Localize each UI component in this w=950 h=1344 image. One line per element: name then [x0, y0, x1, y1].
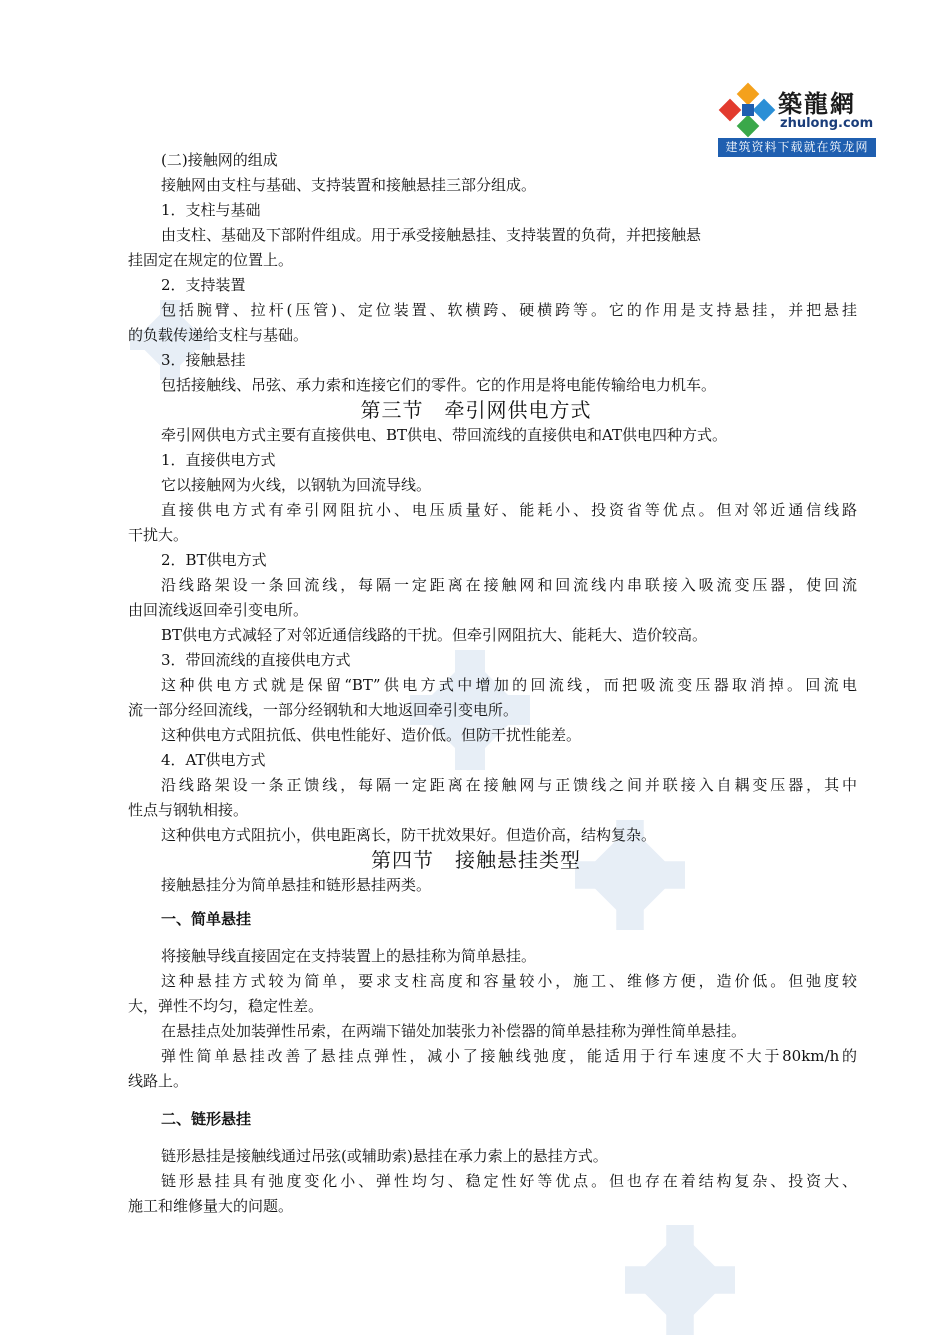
paragraph-line: 这种供电方式阻抗小，供电距离长，防干扰效果好。但造价高，结构复杂。 [161, 826, 657, 844]
paragraph-line: 这种悬挂方式较为简单，要求支柱高度和容量较小，施工、维修方便，造价低。但弛度较 [161, 972, 857, 990]
paragraph-line: 它以接触网为火线，以钢轨为回流导线。 [161, 476, 432, 494]
paragraph-line: 2．支持装置 [161, 276, 246, 294]
paragraph-line: 沿线路架设一条回流线，每隔一定距离在接触网和回流线内串联接入吸流变压器，使回流 [161, 576, 857, 594]
paragraph-line: 线路上。 [128, 1072, 189, 1090]
paragraph-line: 3．带回流线的直接供电方式 [161, 651, 351, 669]
zhulong-logo [718, 80, 876, 158]
paragraph-line: 将接触导线直接固定在支持装置上的悬挂称为简单悬挂。 [161, 947, 537, 965]
paragraph-line: 大，弹性不均匀，稳定性差。 [128, 997, 324, 1015]
watermark-snowflake-icon [625, 1225, 735, 1335]
logo-name-en: zhulong.com [780, 116, 874, 131]
logo-name-cn: 築龍網 [778, 90, 856, 118]
paragraph-line: 直接供电方式有牵引网阻抗小、电压质量好、能耗小、投资省等优点。但对邻近通信线路 [161, 501, 857, 519]
paragraph-line: 沿线路架设一条正馈线，每隔一定距离在接触网与正馈线之间并联接入自耦变压器，其中 [161, 776, 857, 794]
paragraph-line: 施工和维修量大的问题。 [128, 1197, 294, 1215]
subsection-heading: 二、链形悬挂 [161, 1110, 252, 1128]
paragraph-line: 这种供电方式就是保留“BT”供电方式中增加的回流线，而把吸流变压器取消掉。回流电 [161, 676, 857, 694]
paragraph-line: 弹性简单悬挂改善了悬挂点弹性，减小了接触线弛度，能适用于行车速度不大于80km/h的 [161, 1047, 857, 1065]
paragraph-line: 2．BT供电方式 [161, 551, 267, 569]
paragraph-line: 3．接触悬挂 [161, 351, 246, 369]
paragraph-line: 接触网由支柱与基础、支持装置和接触悬挂三部分组成。 [161, 176, 537, 194]
section-heading: 第四节 接触悬挂类型 [371, 848, 581, 872]
paragraph-line: 性点与钢轨相接。 [128, 801, 249, 819]
section-heading: 第三节 牵引网供电方式 [360, 398, 592, 422]
paragraph-line: 链形悬挂具有弛度变化小、弹性均匀、稳定性好等优点。但也存在着结构复杂、投资大、 [161, 1172, 857, 1190]
paragraph-line: 包括接触线、吊弦、承力索和连接它们的零件。它的作用是将电能传输给电力机车。 [161, 376, 717, 394]
paragraph-line: 包括腕臂、拉杆(压管)、定位装置、软横跨、硬横跨等。它的作用是支持悬挂，并把悬挂 [161, 301, 857, 319]
zhulong-logo-icon [718, 82, 776, 140]
paragraph-line: 1．直接供电方式 [161, 451, 276, 469]
logo-slogan: 建筑资料下载就在筑龙网 [718, 138, 876, 157]
paragraph-line: 干扰大。 [128, 526, 189, 544]
paragraph-line: 4．AT供电方式 [161, 751, 266, 769]
paragraph-line: 由支柱、基础及下部附件组成。用于承受接触悬挂、支持装置的负荷，并把接触悬 [161, 226, 702, 244]
subsection-heading: 一、简单悬挂 [161, 910, 252, 928]
paragraph-line: BT供电方式减轻了对邻近通信线路的干扰。但牵引网阻抗大、能耗大、造价较高。 [161, 626, 708, 644]
paragraph-line: 的负载传递给支柱与基础。 [128, 326, 309, 344]
paragraph-line: 挂固定在规定的位置上。 [128, 251, 294, 269]
paragraph-line: 牵引网供电方式主要有直接供电、BT供电、带回流线的直接供电和AT供电四种方式。 [161, 426, 728, 444]
paragraph-line: 由回流线返回牵引变电所。 [128, 601, 309, 619]
paragraph-line: 接触悬挂分为简单悬挂和链形悬挂两类。 [161, 876, 432, 894]
paragraph-line: 链形悬挂是接触线通过吊弦(或辅助索)悬挂在承力索上的悬挂方式。 [161, 1147, 608, 1165]
paragraph-line: (二)接触网的组成 [161, 151, 278, 169]
paragraph-line: 这种供电方式阻抗低、供电性能好、造价低。但防干扰性能差。 [161, 726, 582, 744]
paragraph-line: 在悬挂点处加装弹性吊索，在两端下锚处加装张力补偿器的简单悬挂称为弹性简单悬挂。 [161, 1022, 747, 1040]
paragraph-line: 1．支柱与基础 [161, 201, 261, 219]
paragraph-line: 流一部分经回流线，一部分经钢轨和大地返回牵引变电所。 [128, 701, 519, 719]
